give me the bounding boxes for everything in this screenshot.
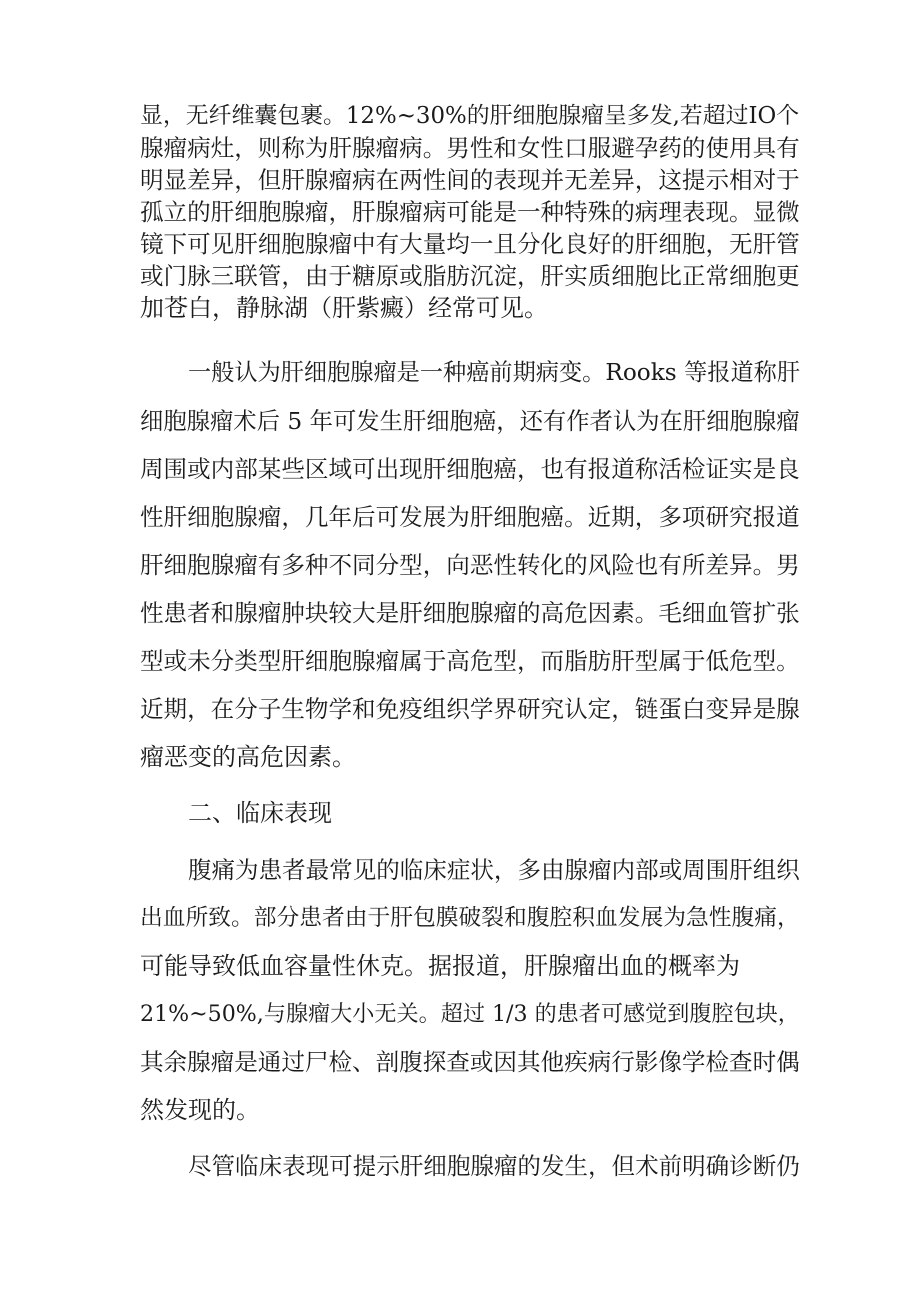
text-line: 性患者和腺瘤肿块较大是肝细胞腺瘤的高危因素。毛细血管扩张 xyxy=(140,599,800,627)
text-line: 可能导致低血容量性休克。据报道，肝腺瘤出血的概率为 xyxy=(140,952,740,980)
text-line: 性肝细胞腺瘤，几年后可发展为肝细胞癌。近期，多项研究报道 xyxy=(140,503,800,531)
text-line: 显，无纤维囊包裹。12%~30%的肝细胞腺瘤呈多发,若超过IO个 xyxy=(140,103,800,129)
section-heading: 二、临床表现 xyxy=(188,799,332,827)
text-line: 镜下可见肝细胞腺瘤中有大量均一且分化良好的肝细胞，无肝管 xyxy=(140,230,800,258)
text-line: 近期，在分子生物学和免疫组织学界研究认定，链蛋白变异是腺 xyxy=(140,695,800,723)
text-line: 细胞腺瘤术后 5 年可发生肝细胞癌，还有作者认为在肝细胞腺瘤 xyxy=(140,407,800,435)
text-line: 周围或内部某些区域可出现肝细胞癌，也有报道称活检证实是良 xyxy=(140,455,800,483)
text-line: 21%~50%,与腺瘤大小无关。超过 1/3 的患者可感觉到腹腔包块， xyxy=(140,1001,800,1027)
text-line: 腺瘤病灶，则称为肝腺瘤病。男性和女性口服避孕药的使用具有 xyxy=(140,134,800,162)
text-line: 出血所致。部分患者由于肝包膜破裂和腹腔积血发展为急性腹痛， xyxy=(140,905,800,931)
text-line: 孤立的肝细胞腺瘤，肝腺瘤病可能是一种特殊的病理表现。显微 xyxy=(140,198,800,226)
text-line: 其余腺瘤是通过尸检、剖腹探查或因其他疾病行影像学检查时偶 xyxy=(140,1048,800,1076)
text-line: 尽管临床表现可提示肝细胞腺瘤的发生，但术前明确诊断仍 xyxy=(188,1152,800,1180)
text-line: 瘤恶变的高危因素。 xyxy=(140,743,356,771)
text-line: 然发现的。 xyxy=(140,1096,260,1124)
text-line: 或门脉三联管，由于糖原或脂肪沉淀，肝实质细胞比正常细胞更 xyxy=(140,262,800,290)
text-line: 明显差异，但肝腺瘤病在两性间的表现并无差异，这提示相对于 xyxy=(140,166,800,194)
text-line: 型或未分类型肝细胞腺瘤属于高危型，而脂肪肝型属于低危型。 xyxy=(140,647,800,675)
text-line: 一般认为肝细胞腺瘤是一种癌前期病变。Rooks 等报道称肝 xyxy=(188,359,801,386)
text-line: 加苍白，静脉湖（肝紫癜）经常可见。 xyxy=(140,294,548,322)
text-line: 腹痛为患者最常见的临床症状，多由腺瘤内部或周围肝组织 xyxy=(188,856,800,884)
text-line: 肝细胞腺瘤有多种不同分型，向恶性转化的风险也有所差异。男 xyxy=(140,551,800,579)
